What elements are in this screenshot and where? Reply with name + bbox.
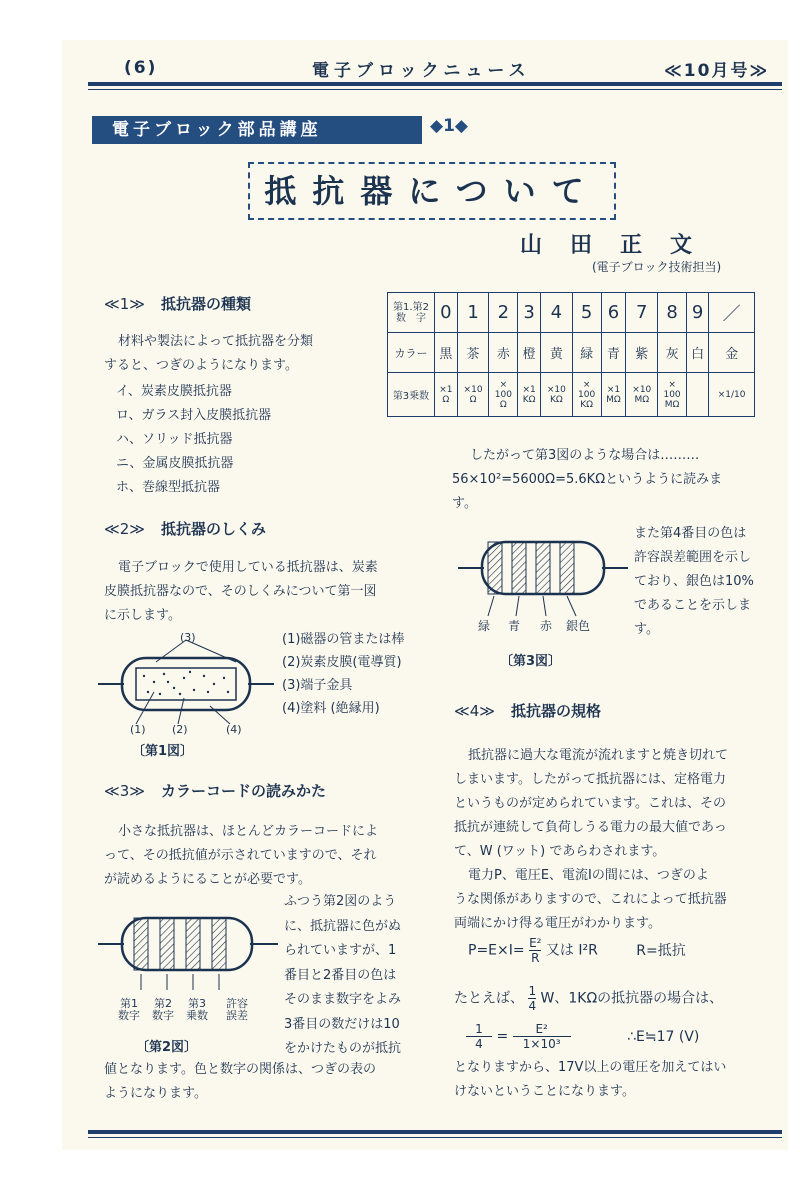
text-line: となりますから、17V以上の電圧を加えてはい — [454, 1060, 727, 1075]
text-line: って、その抵抗値が示されていますので、それ — [104, 848, 377, 863]
list-item: ホ、巻線型抵抗器 — [116, 480, 221, 495]
text-line: ふつう第2図のよう — [284, 894, 397, 909]
text-line: ようになります。 — [104, 1086, 207, 1101]
text-line: 抵抗器に過大な電流が流れますと焼き切れて — [468, 748, 729, 763]
table-cell: 灰 — [658, 333, 687, 373]
table-cell: ／ — [709, 293, 755, 333]
figure-1-label: (2) — [172, 723, 188, 736]
figure-2-label: 第3 乗数 — [186, 997, 208, 1022]
formula-fraction: $\frac{1}{4}$ — [528, 984, 537, 1013]
text-line: けないということになります。 — [454, 1084, 635, 1099]
section-4-conclusion — [454, 1056, 726, 1104]
figure-3-label: 銀色 — [566, 619, 591, 633]
table-cell: 6 — [601, 293, 626, 333]
table-cell: 5 — [572, 293, 601, 333]
table-cell: × 100 KΩ — [572, 373, 601, 417]
table-cell: ×10 Ω — [457, 373, 489, 417]
table-row-header: 第1.第2 数 字 — [388, 293, 435, 333]
table-cell: 黄 — [540, 333, 572, 373]
table-cell: ×1/10 — [709, 373, 755, 417]
legend-item: (3)端子金具 — [282, 678, 353, 693]
text-line: そのまま数字をよみ — [284, 992, 402, 1007]
text-line: 電力P、電圧E、電流Iの間には、つぎのよ — [468, 868, 709, 883]
section-3-text — [104, 820, 378, 892]
table-cell: 3 — [518, 293, 541, 333]
table-row-header: カラー — [388, 333, 435, 373]
text-line: が読めるようにることが必要です。 — [104, 872, 311, 887]
figure-2-label: 許容 誤差 — [226, 997, 248, 1022]
figure-1-legend — [282, 628, 404, 720]
text-line: をかけたものが抵抗 — [284, 1041, 402, 1056]
resistor-type-list — [116, 380, 271, 500]
text-line: また第4番目の色は — [634, 526, 747, 541]
legend-item: (4)塗料 (絶縁用) — [282, 701, 380, 716]
table-cell: 0 — [435, 293, 458, 333]
table-cell: 黒 — [435, 333, 458, 373]
list-item: ロ、ガラス封入皮膜抵抗器 — [116, 408, 272, 423]
section-3-heading: ≪3≫ カラーコードの読みかた — [104, 782, 326, 800]
text-line: に示します。 — [104, 608, 181, 623]
section-4-heading: ≪4≫ 抵抗器の規格 — [454, 702, 601, 720]
section-3-end — [104, 1058, 376, 1106]
footer-rule-thin — [88, 1137, 782, 1138]
section-2-heading: ≪2≫ 抵抗器のしくみ — [104, 520, 266, 538]
example-formula: たとえば、 $\frac{1}{4}$ W、1KΩの抵抗器の場合は、 — [454, 984, 724, 1013]
text-line: ており、銀色は10% — [634, 574, 754, 589]
fig3-example-end: す。 — [452, 496, 477, 511]
table-cell — [687, 373, 709, 417]
figure-1-caption: 〔第1図〕 — [132, 744, 194, 759]
section-3-side-text — [284, 890, 401, 1062]
article-title: 抵抗器について — [248, 162, 616, 220]
table-cell: 緑 — [572, 333, 601, 373]
figure-1-label: (4) — [226, 723, 242, 736]
table-cell: 茶 — [457, 333, 489, 373]
table-cell: 青 — [601, 333, 626, 373]
table-cell: 紫 — [626, 333, 658, 373]
legend-item: (2)炭素皮膜(電導質) — [282, 655, 402, 670]
text-line: す。 — [634, 622, 659, 637]
section-4-text — [454, 744, 728, 936]
fig3-example: 56×10²=5600Ω=5.6KΩというように読みま — [452, 472, 723, 487]
text-line: 両端にかけ得る電圧がわかります。 — [454, 916, 661, 931]
text-line: 抵抗が連続して負荷しうる電力の最大値であっ — [454, 820, 727, 835]
page-number: (6) — [124, 58, 158, 78]
text-line: 皮膜抵抗器なので、そのしくみについて第一図 — [104, 584, 377, 599]
table-row — [388, 333, 755, 373]
text-line: であることを示しま — [634, 598, 752, 613]
text-line: 3番目の数だけは10 — [284, 1016, 400, 1032]
table-cell: 1 — [457, 293, 489, 333]
figure-2-caption: 〔第2図〕 — [136, 1040, 198, 1055]
table-cell: ×1 KΩ — [518, 373, 541, 417]
figure-1-label: (1) — [130, 723, 146, 736]
figure-1-label: (3) — [180, 631, 196, 644]
issue-label: ≪10月号≫ — [664, 61, 770, 81]
table-cell: ×10 KΩ — [540, 373, 572, 417]
text-line: というものが定められています。これは、その — [454, 796, 726, 811]
table-cell: ×1 Ω — [435, 373, 458, 417]
list-item: イ、炭素皮膜抵抗器 — [116, 384, 232, 399]
series-number: ◆1◆ — [430, 116, 468, 136]
table-cell: 赤 — [489, 333, 518, 373]
header-rule — [88, 82, 782, 86]
figure-3-label: 赤 — [540, 619, 553, 633]
table-cell: 2 — [489, 293, 518, 333]
series-banner: 電子ブロック部品講座 — [92, 116, 422, 144]
section-1-heading: ≪1≫ 抵抗器の種類 — [104, 295, 251, 313]
table-cell: 4 — [540, 293, 572, 333]
text-line: 小さな抵抗器は、ほとんどカラーコードによ — [118, 824, 379, 839]
table-cell: 白 — [687, 333, 709, 373]
fig3-intro: したがって第3図のような場合は……… — [470, 448, 700, 463]
table-cell: 8 — [658, 293, 687, 333]
figure-2-label: 第2 数字 — [152, 997, 174, 1022]
table-cell: × 100 Ω — [489, 373, 518, 417]
fig3-side-text — [634, 522, 754, 642]
figure-1-resistor-structure — [96, 632, 276, 732]
table-cell: 9 — [687, 293, 709, 333]
table-cell: 7 — [626, 293, 658, 333]
table-row — [388, 373, 755, 417]
section-1-intro-2: すると、つぎのようになります。 — [104, 358, 298, 373]
header-rule-thin — [88, 89, 782, 90]
text-line: 許容誤差範囲を示し — [634, 550, 752, 565]
footer-rule — [88, 1130, 782, 1134]
text-line: 番目と2番目の色は — [284, 967, 397, 983]
text-line: に、抵抗器に色がぬ — [284, 918, 402, 934]
figure-3-resistor — [458, 530, 628, 620]
section-1-intro-1: 材料や製法によって抵抗器を分類 — [118, 334, 314, 349]
list-item: ハ、ソリッド抵抗器 — [116, 432, 233, 447]
text-line: うな関係がありますので、これによって抵抗器 — [454, 892, 727, 907]
formula-fraction: $\frac{\text{E²}}{\text{1×10³}}$ — [513, 1022, 571, 1051]
table-cell: ×1 MΩ — [601, 373, 626, 417]
figure-3-label: 緑 — [478, 619, 491, 633]
text-line: しまいます。したがって抵抗器には、定格電力 — [454, 772, 726, 787]
figure-3-label: 青 — [508, 619, 521, 633]
author-name: 山田正文 — [520, 233, 721, 258]
table-cell: 金 — [709, 333, 755, 373]
table-row — [388, 293, 755, 333]
list-item: ニ、金属皮膜抵抗器 — [116, 456, 234, 471]
text-line: 値となります。色と数字の関係は、つぎの表の — [104, 1062, 376, 1077]
figure-2-resistor — [98, 906, 278, 996]
newsletter-title: 電子ブロックニュース — [312, 61, 531, 81]
formula-fraction: $\frac{\text{E²}}{R}$ — [529, 936, 542, 965]
color-code-table — [387, 292, 755, 417]
table-cell: 橙 — [518, 333, 541, 373]
author-affiliation: (電子ブロック技術担当) — [592, 260, 722, 274]
figure-3-caption: 〔第3図〕 — [500, 654, 562, 669]
figure-2-label: 第1 数字 — [118, 997, 140, 1022]
text-line: られていますが、1 — [284, 943, 397, 958]
text-line: 電子ブロックで使用している抵抗器は、炭素 — [118, 560, 378, 575]
formula-fraction: $\frac{1}{4}$ — [466, 1022, 492, 1051]
voltage-formula: $\frac{1}{4}$ = $\frac{\text{E²}}{\text{1×10³}}$ ∴E≒17 (V) — [466, 1022, 699, 1051]
table-row-header: 第3乗数 — [388, 373, 435, 417]
table-cell: × 100 MΩ — [658, 373, 687, 417]
text-line: て、W (ワット) であらわされます。 — [454, 844, 666, 859]
table-cell: ×10 MΩ — [626, 373, 658, 417]
power-formula: P=E×I= $\frac{\text{E²}}{R}$ 又は I²R R=抵抗 — [468, 936, 686, 965]
section-2-text — [104, 556, 378, 628]
legend-item: (1)磁器の管または棒 — [282, 632, 405, 647]
